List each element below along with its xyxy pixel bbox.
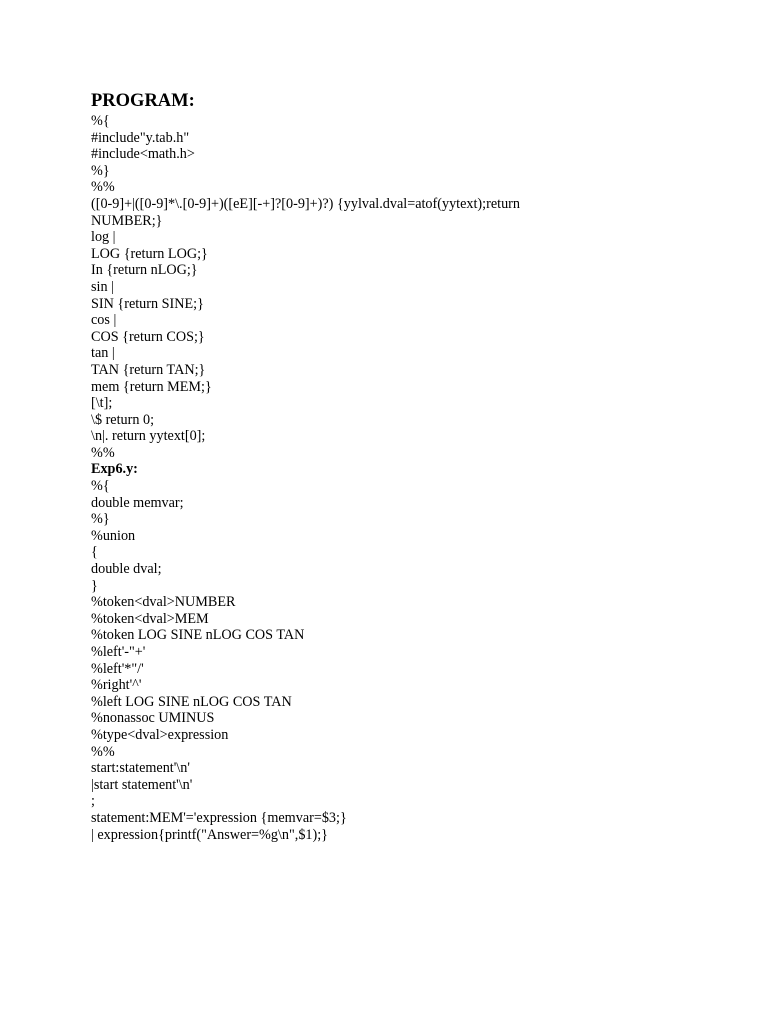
code-line: %left'*"/'	[91, 660, 144, 677]
code-line: %left'-"+'	[91, 644, 146, 660]
code-line: double memvar;	[91, 494, 184, 511]
code-line: sin |	[91, 278, 114, 295]
code-line: %%	[91, 179, 115, 196]
program-title: PROGRAM:	[91, 91, 195, 111]
code-line: tan |	[91, 345, 115, 362]
code-line: %}	[91, 511, 110, 528]
code-line: mem {return MEM;}	[91, 378, 212, 395]
code-line: %token<dval>NUMBER	[91, 594, 236, 611]
code-line: %union	[91, 527, 136, 544]
code-line: | expression{printf("Answer=%g\n",$1);}	[91, 826, 328, 843]
code-line: statement:MEM'='expression {memvar=$3;}	[91, 809, 347, 826]
code-line: %left LOG SINE nLOG COS TAN	[91, 693, 292, 710]
yacc-file-heading: Exp6.y:	[91, 461, 138, 478]
code-line: #include"y.tab.h"	[91, 129, 190, 146]
code-line: TAN {return TAN;}	[91, 361, 206, 378]
lex-code-block	[91, 113, 731, 461]
code-line: SIN {return SINE;}	[91, 295, 204, 312]
code-line: %token LOG SINE nLOG COS TAN	[91, 627, 305, 644]
code-line: NUMBER;}	[91, 212, 163, 229]
code-line: %right'^'	[91, 677, 142, 694]
code-line: In {return nLOG;}	[91, 262, 198, 279]
code-line: COS {return COS;}	[91, 328, 205, 345]
code-line: log |	[91, 229, 116, 246]
document-page	[91, 90, 731, 843]
code-line: %%	[91, 743, 115, 760]
code-line: %token<dval>MEM	[91, 610, 209, 627]
code-line: %nonassoc UMINUS	[91, 710, 215, 727]
code-line: start:statement'\n'	[91, 760, 190, 777]
code-line: [\t];	[91, 395, 113, 412]
code-line: ;	[91, 793, 95, 810]
code-line: \n|. return yytext[0];	[91, 428, 206, 445]
code-line: LOG {return LOG;}	[91, 245, 208, 262]
code-line: %%	[91, 444, 115, 461]
code-line: ([0-9]+|([0-9]*\.[0-9]+)([eE][-+]?[0-9]+)?) {yylval.dval=atof(yytext);return	[91, 195, 520, 212]
code-line: |start statement'\n'	[91, 776, 193, 793]
code-line: }	[91, 577, 98, 594]
code-line: %type<dval>expression	[91, 726, 229, 743]
yacc-code-block	[91, 478, 731, 843]
code-line: {	[91, 544, 98, 561]
code-line: \$ return 0;	[91, 411, 155, 428]
code-line: %{	[91, 113, 110, 129]
code-line: %{	[91, 478, 110, 495]
code-line: #include<math.h>	[91, 146, 195, 163]
code-line: double dval;	[91, 561, 162, 578]
code-line: %}	[91, 162, 110, 179]
code-line: cos |	[91, 312, 117, 329]
